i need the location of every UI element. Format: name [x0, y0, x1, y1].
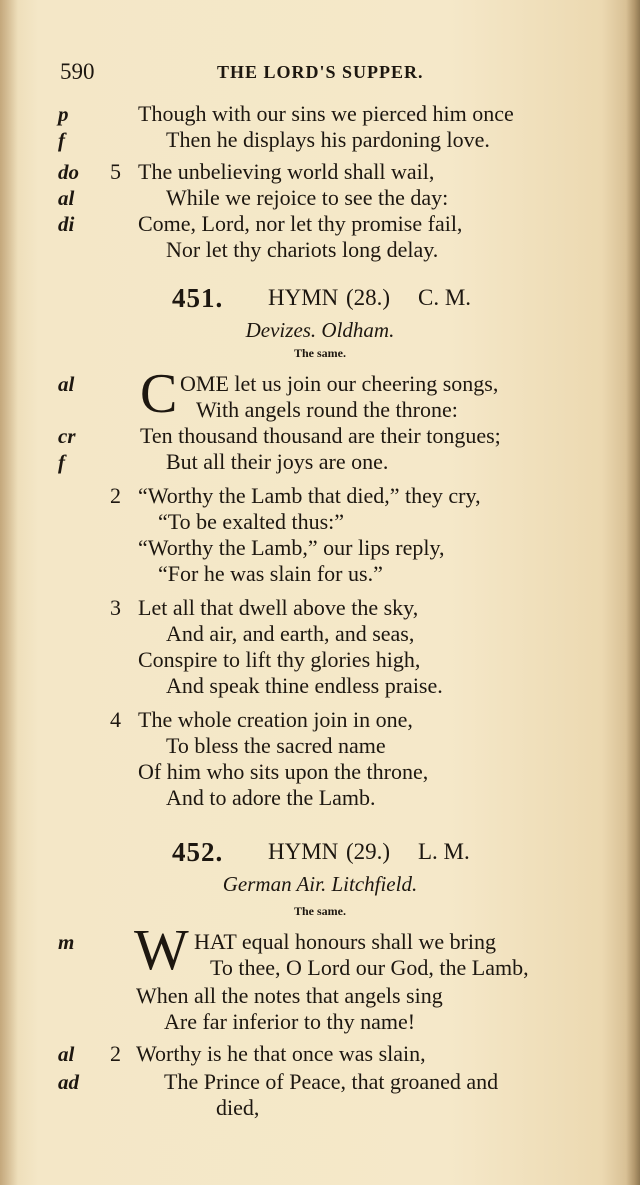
verse-line	[0, 758, 640, 786]
line-text: And to adore the Lamb.	[166, 785, 376, 810]
verse-number: 4	[110, 707, 121, 732]
verse-line	[0, 370, 640, 398]
verse-line	[0, 422, 640, 450]
dynamic-mark: do	[58, 160, 79, 184]
tune-names: German Air. Litchfield.	[222, 872, 418, 896]
line-text: Though with our sins we pierced him once	[138, 101, 514, 126]
verse-line	[0, 184, 640, 212]
drop-cap: W	[134, 917, 189, 982]
dynamic-mark: di	[58, 212, 75, 236]
line-text: HAT equal honours shall we bring	[194, 929, 497, 954]
verse-line	[0, 1008, 640, 1036]
dynamic-mark: al	[58, 1042, 75, 1066]
hymn-index: (28.)	[346, 285, 391, 310]
verse-line	[0, 954, 640, 982]
running-header	[0, 58, 640, 86]
dynamic-mark: f	[58, 450, 65, 474]
verse-line	[0, 560, 640, 588]
verse-line	[0, 620, 640, 648]
verse-line	[0, 928, 640, 956]
verse-line	[0, 448, 640, 476]
dynamic-mark: p	[58, 102, 69, 126]
verse-line	[0, 1068, 640, 1096]
verse-line	[0, 784, 640, 812]
verse-line	[0, 126, 640, 154]
dynamic-mark: al	[58, 372, 75, 396]
dynamic-mark: al	[58, 186, 75, 210]
page-number: 590	[60, 59, 95, 84]
line-text: “Worthy the Lamb that died,” they cry,	[138, 483, 481, 508]
running-title: THE LORD'S SUPPER.	[217, 62, 424, 82]
line-text: “To be exalted thus:”	[158, 509, 345, 534]
dynamic-mark: f	[58, 128, 65, 152]
hymn-number: 452.	[172, 837, 224, 867]
verse-line	[0, 210, 640, 238]
dynamic-mark: ad	[58, 1070, 79, 1094]
line-text: When all the notes that angels sing	[136, 983, 443, 1008]
line-text: Are far inferior to thy name!	[164, 1009, 416, 1034]
line-text: And speak thine endless praise.	[166, 673, 443, 698]
line-text: The Prince of Peace, that groaned and	[164, 1069, 499, 1094]
line-text: And air, and earth, and seas,	[166, 621, 415, 646]
line-text: While we rejoice to see the day:	[166, 185, 449, 210]
line-text: Nor let thy chariots long delay.	[166, 237, 439, 262]
drop-cap: C	[140, 363, 178, 425]
verse-line	[0, 534, 640, 562]
verse-line	[0, 1094, 640, 1122]
line-text: Ten thousand thousand are their tongues;	[140, 423, 501, 448]
dynamic-mark: cr	[58, 424, 76, 448]
verse-line	[0, 706, 640, 734]
verse-line	[0, 672, 640, 700]
line-text: “Worthy the Lamb,” our lips reply,	[138, 535, 445, 560]
line-text: Then he displays his pardoning love.	[166, 127, 490, 152]
verse-number: 2	[110, 1041, 121, 1066]
line-text: Of him who sits upon the throne,	[138, 759, 429, 784]
line-text: To bless the sacred name	[166, 733, 386, 758]
hymn-number: 451.	[172, 283, 224, 313]
verse-line	[0, 982, 640, 1010]
tune-names: Devizes. Oldham.	[245, 318, 395, 342]
line-text: Worthy is he that once was slain,	[136, 1041, 426, 1066]
verse-line	[0, 482, 640, 510]
verse-line	[0, 594, 640, 622]
line-text: died,	[216, 1095, 260, 1120]
verse-line	[0, 236, 640, 264]
line-text: But all their joys are one.	[166, 449, 389, 474]
hymn-label: HYMN	[268, 285, 339, 310]
verse-line	[0, 158, 640, 186]
verse-line	[0, 732, 640, 760]
source-note: The same.	[294, 904, 346, 918]
line-text: To thee, O Lord our God, the Lamb,	[210, 955, 529, 980]
hymn-heading	[0, 282, 640, 314]
verse-line	[0, 646, 640, 674]
source-note: The same.	[294, 346, 346, 360]
hymn-index: (29.)	[346, 839, 391, 864]
line-text: Conspire to lift thy glories high,	[138, 647, 421, 672]
line-text: The whole creation join in one,	[138, 707, 413, 732]
verse-number: 2	[110, 483, 121, 508]
line-text: With angels round the throne:	[196, 397, 458, 422]
hymn-label: HYMN	[268, 839, 339, 864]
verse-number: 3	[110, 595, 121, 620]
hymn-meter: C. M.	[418, 285, 472, 310]
hymn-heading	[0, 836, 640, 868]
line-text: Come, Lord, nor let thy promise fail,	[138, 211, 463, 236]
verse-number: 5	[110, 159, 121, 184]
line-text: “For he was slain for us.”	[158, 561, 383, 586]
verse-line	[0, 1040, 640, 1068]
hymn-meter: L. M.	[418, 839, 470, 864]
line-text: Let all that dwell above the sky,	[138, 595, 419, 620]
line-text: The unbelieving world shall wail,	[138, 159, 435, 184]
verse-line	[0, 100, 640, 128]
line-text: OME let us join our cheering songs,	[180, 371, 499, 396]
verse-line	[0, 508, 640, 536]
dynamic-mark: m	[58, 930, 75, 954]
verse-line	[0, 396, 640, 424]
